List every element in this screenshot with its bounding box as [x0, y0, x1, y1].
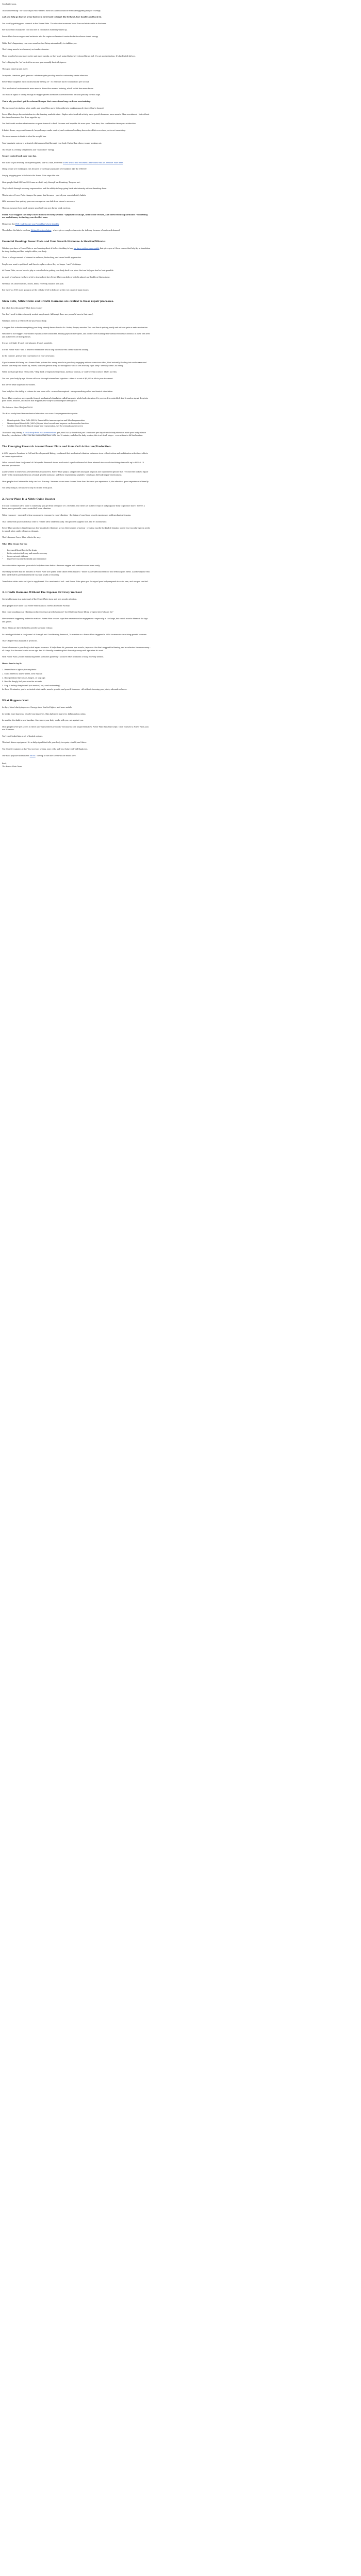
- body-paragraph: Fat tissue that usually sits cold and low in circulation suddenly wakes up.: [2, 29, 68, 31]
- greeting: Good Afternoon,: [2, 3, 17, 5]
- body-paragraph: The muscle signal is strong enough to trigger growth hormone and testosterone without pushing cortisol high.: [2, 94, 101, 96]
- body-paragraph: Most people think HRV and VO2 max are built only through hard training. They are not.: [2, 181, 80, 183]
- section-paragraph: Most people don't believe the body can heal this way - because no one ever showed them how. But once you experience it, the effect is a great experience is literally.: [2, 480, 149, 483]
- body-paragraph: Power Plate amplifies each contraction by driving 30 - 50 reflexive micro-contractions per second.: [2, 81, 90, 83]
- section-paragraph: When you move - especially when you move in response to rapid vibration - the lining of your blood vessels experiences mild mechanical tension.: [2, 514, 132, 516]
- section-paragraph: Whether you have a Power Plate or are learning about it before deciding to buy, we have written a new guide that gives you a 3-hour course that help lay a foundation for deep healing and fast weight within your body.: [2, 247, 151, 252]
- signature-line: The Power Plate Team: [2, 765, 22, 768]
- body-paragraph: Then you stand up and move.: [2, 67, 28, 70]
- section-paragraph: A trigger that activates everything your body already knows how to do - faster, deeper, smarter. This can then it quickly, easily and without pain or extra motivation.: [2, 326, 149, 329]
- numbered-item: 4. Breathe deeply, feel your muscles activate: [2, 681, 42, 683]
- body-paragraph: HRV measures how quickly your nervous system can shift from stress to recovery.: [2, 200, 75, 203]
- body-paragraph: Please see the PDF ready to give you PowerPlate's best benefits.: [2, 223, 60, 225]
- section-heading: 2. Power Plate Is A Nitric Oxide Booster: [2, 498, 55, 501]
- body-paragraph: That's deep muscle involvement, not surface tension.: [2, 48, 50, 51]
- signature: [2, 762, 356, 768]
- section-paragraph: You keep doing it, because it's easy to do and feels good.: [2, 487, 53, 489]
- body-paragraph: You get control back over your day.: [2, 155, 37, 158]
- intro-paragraphs: [2, 10, 356, 232]
- section-paragraph: In the comfort, privacy and convenience of your own home.: [2, 355, 55, 358]
- section-paragraph: This is not only theory. A 2024 study from NASA researchers (yes, that NASA) found that just 10 minutes per day of whole body vibration made your body release these key circulation. In fact this has studies that these cells, the 10 minute, and also the daily session, this is at its all stages - even without a ful load routine.: [2, 431, 146, 437]
- section: [2, 591, 356, 691]
- section-paragraph: That stress tells your endothelial cells to release nitric oxide instantly. This process happens fast, and it's measurable.: [2, 520, 107, 523]
- section-paragraph: That's higher than many HIIT protocols.: [2, 640, 38, 642]
- link-hrv-article[interactable]: a new article and recorded a new video with Dr. Stewart Marx here: [63, 161, 123, 164]
- section-paragraph: Our most popular model is the MOVE. The top of the line Series will be found here.: [2, 754, 76, 757]
- section-paragraph: We talk a lot about muscles, bones, brain, recovery, balance and pain.: [2, 282, 64, 285]
- section: [2, 446, 356, 483]
- section-paragraph: But here's what shapes in our bodies.: [2, 384, 36, 386]
- section-heading: Essential Reading: Power Plate and Your Growth Hormone Activation/Mitosis:: [2, 240, 106, 243]
- section-paragraph: That's because Power Plate effects the way:: [2, 536, 41, 539]
- body-paragraph: That mechanical work recruits more muscle fibers than normal training, which builds lean mass faster.: [2, 87, 94, 90]
- body-paragraph: The short answer is that it is ideal for weight loss.: [2, 135, 47, 138]
- section-paragraph: In days, blood clarity improves. Energy rises. You feel lighter and more mobile.: [2, 706, 73, 708]
- section-heading: The Emerging Research Around Power Plate and Stem Cell Activation/Production:: [2, 445, 111, 448]
- section-paragraph: At Power Plate, we are here to play a central role in getting your body back to a place that can help you heal as best possible.: [2, 269, 114, 272]
- section-paragraph: Other research from the Journal of Orthopedic Research shows mechanical signals delivered at these intervals increased circulating stem cells up to 80% at 10 minutes per session.: [2, 462, 144, 467]
- sections: [2, 241, 356, 757]
- bullet-item: • Increased blood flow to the brain: [7, 549, 150, 552]
- section-paragraph: Here's what's happening under the surface: Power Plate creates rapid fire neuromuscular engagement - especially in the large, fast twitch muscle fibers of the legs and glutes.: [2, 618, 148, 623]
- section-paragraph: It's not just light. It's not cold plunges. It's not a peptide.: [2, 342, 53, 345]
- section-paragraph: It's easy to assume nitric oxide is something you get from beet juice or L-citrulline. But these are indirect ways of nudging your body to produce more. There's a faster, more powerful route: controlled, laser vibration.: [2, 504, 145, 510]
- bullet-item: • Hematopoietic Stem Cells (HSCs) Essential for immune system and blood regeneration: [7, 419, 150, 422]
- section-paragraph: If you've never felt being on a Power Plate, picture this: every muscle in your body engaging without conscious effort, fluid naturally flooding into under-exercised tissues and every cell wakes up, renew, and new growth firing all throughout - and it sets working right away - literally Stem Cell Ready.: [2, 362, 147, 367]
- body-paragraph: While that's happening, your core muscles start firing automatically to stabilize you.: [2, 42, 77, 44]
- section-paragraph: Welcome to the trigger: your bodies repairs all the headaches, healing physical therapists, and doctors are building their advanced routines around. In their own lives and in the lives of their patients.: [2, 333, 150, 338]
- section-paragraph: In a study published in the Journal of Strength and Conditioning Research, 10 minutes on a Power Plate triggered a 361% increase in circulating growth hormone.: [2, 633, 147, 636]
- bullet-list: [2, 419, 356, 428]
- bold-line: Here's how to try it:: [2, 662, 22, 665]
- section: [2, 241, 356, 292]
- section-heading: What Happens Next: [2, 699, 29, 702]
- bullet-item: • Lower arterial stiffness: [7, 555, 150, 558]
- bullet-item: • Improved vascular flexibility and endurance: [7, 558, 150, 561]
- body-paragraph: You finish with another short session on your stomach to flush the area and keep the fat zone open. Over time, this combination trims your midsection.: [2, 123, 137, 125]
- body-paragraph: Do squats, thrusters, push presses - whatever gets your big muscles contracting under vibration.: [2, 74, 89, 77]
- link-new-guide[interactable]: we have written a new guide: [73, 247, 100, 249]
- body-paragraph: They're built through recovery, regeneration, and the ability to keep going back into intensity without breaking down.: [2, 188, 107, 190]
- section: [2, 581, 356, 584]
- section-paragraph: People now want to get fixed, and then to a place where they no longer "can't" do things.: [2, 263, 81, 265]
- body-paragraph: You're flipping the "on" switch for an area you normally basically ignore.: [2, 61, 67, 64]
- bullet-list: [2, 549, 356, 561]
- section-paragraph: It's the Power Plate - and it delivers treatments which help vibration with cardio-induced healing.: [2, 348, 89, 351]
- section-paragraph: How could standing on a vibrating surface increase growth hormone? Isn't that what heavy lifting or sprint intervals are for?: [2, 611, 113, 614]
- body-paragraph: This can measure how much oxygen your body can use during peak exertion.: [2, 207, 71, 209]
- body-paragraph: Power Plate keeps the metabolism in a fat-burning, anabolic state - higher mitochondrial activity, more growth hormone, more muscle fiber recruitment - but without the stress hormones that drive appetite up.: [2, 113, 150, 118]
- body-paragraph: Power Plate forces oxygen and nutrients into the region and makes it easier for fat to release stored energy.: [2, 35, 99, 38]
- body-paragraph: And also help go lose fat areas that seem to be hard to target like belly fat, love handles and back fat.: [2, 16, 102, 19]
- section-paragraph: These fibers are directly tied to growth hormone release.: [2, 627, 53, 630]
- section-heading: Stem Cells, Nitric Oxide and Growth Hormone are central to these repair processes.: [2, 300, 114, 303]
- section-paragraph: The Nasa study found the mechanical vibration can cause 3-key regenerative agents:: [2, 413, 78, 415]
- section: [2, 300, 356, 394]
- body-paragraph: The increased circulation, nitric oxide, and blood flow move fatty acids into working muscle where they're burned.: [2, 107, 104, 109]
- link-sitting-ketosis[interactable]: Sitting Ketosis solution: [30, 229, 52, 232]
- numbered-item: 1. Power Plate is lighter, for amplitude: [2, 669, 37, 671]
- body-paragraph: Many people are working on this because of the huge popularity of wearables like the WHOOP.: [2, 168, 87, 171]
- link-nasa-study[interactable]: A 2024 study from NASA researchers: [23, 431, 56, 434]
- signature-line: Best,: [2, 762, 7, 765]
- section-paragraph: In weeks, tone sharpens. Muscle tone improves. Skin tightness improves. Inflammation calms.: [2, 713, 86, 715]
- bullet-item: • Satellite Muscle Cells Muscle repair and regeneration, key for strength and recovery: [7, 425, 150, 428]
- body-paragraph: That's why you don't get the rebound hunger that comes from long cardio or overtraining.: [2, 100, 91, 103]
- section-paragraph: Growth hormone is your body's dual repair hormone. It helps burn fat, preserve lean muscle, improves the skin's support for firming, and accelerates tissue recovery - all things that become harder as we age. And it's literally something that doesn't go away with age when it's used.: [2, 646, 151, 652]
- section-paragraph: In months, You build a new baseline. One where your body works with you, not against you.: [2, 719, 84, 722]
- section-paragraph: With Power Plate, you're stimulating these hormones passively - no more effort workouts or long recovery needed.: [2, 656, 104, 658]
- section-paragraph: Power Plate produces high frequency, low-amplitude vibrations across three planes of motion - creating exactly the kind of stimulus stress your vascular system needs to unlock nitric oxide release on demand.: [2, 527, 151, 532]
- section: [2, 487, 356, 490]
- link-move-model[interactable]: MOVE: [29, 754, 36, 757]
- section-paragraph: And it's sense to learn who activated from lean movers, Power Plate plays a unique role among all physical and supplement options that I've used the body to repair itself - with exceptional attention of mind, growth hormone, and those regenerating peptides - creating a full-body repair environment.: [2, 471, 149, 476]
- body-paragraph: Those muscles become more active and more insulin, so they start using that newly-released fat as fuel. It's not spot reduction. It's facilitated fat loss.: [2, 55, 136, 57]
- section-paragraph: Growth Hormone is a major part of the Power Plate story, and gets people attention.: [2, 598, 77, 601]
- section-heading: 3. Growth Hormone Without The Expense Or Crazy Workout: [2, 591, 82, 595]
- section-paragraph: But what does this mean? What does you do?: [2, 307, 42, 309]
- body-paragraph: For those of you working on improving HRV and Vo2 max, we wrote a new article and recorded a new video with Dr. Stewart Marx here.: [2, 161, 124, 164]
- section-paragraph: When most people hear "stem cells," they think of expensive injections, medical tourism, or controversial science. That's not this.: [2, 371, 118, 374]
- section-paragraph: Translation: nitric oxide isn't just a supplement. It's a mechanical tool - and Power Plate gives you the signal your body responds to on its own, and one you can feel.: [2, 580, 149, 583]
- section-paragraph: Power Plate creates a very specific form of mechanical stimulation called harmonic whole body vibration. It's precise, It's controlled. And it sends a signal deep into your bones, muscles, and fascia that triggers your body's natural repair intelligence.: [2, 397, 148, 402]
- section: [2, 498, 356, 577]
- section-paragraph: You're not locked into a set of limited options.: [2, 735, 43, 737]
- section-paragraph: The Science: Here This Just 100%!: [2, 406, 33, 409]
- body-paragraph: It builds dense, oxygen-rich muscle, keeps hunger under control, and continues breaking down stored fat even when you're not exercising.: [2, 129, 126, 131]
- section-paragraph: There is a huge amount of interest in wellness, biohacking, and cause health approaches.: [2, 257, 82, 259]
- bullet-item: • Better nutrient delivery and muscle recovery: [7, 552, 150, 555]
- body-paragraph: Power Plate triggers the body's three hidden recovery systems - lymphatic drainage, nitric oxide release, and stress-reducing hormones - something our evolutionary technology can do all at once.: [2, 213, 148, 219]
- body-paragraph: This is where Power Plate changes the game. And because - part of your essential daily habits.: [2, 194, 87, 196]
- bullet-item: • Mesenchymal Stem Cells (MSCs) Repair blood vessels and improve cardiovascular function: [7, 422, 150, 426]
- section-paragraph: But there's a TON more going on at the cellular level to help get at the root cause of many issues.: [2, 289, 89, 292]
- section-paragraph: Once circulation improves your whole body functions better - because oxygen and nutrients move more easily.: [2, 564, 101, 567]
- body-paragraph: You start by putting your stomach in the Power Plate. The vibration increases blood flow and nitric oxide in that area.: [2, 22, 107, 25]
- section: [2, 397, 356, 437]
- numbered-item: 3. Hold positions like squats, lunges, or step ups: [2, 676, 45, 679]
- body-paragraph: Your lymphatic system is activated which moves fluid through your body. Faster than when you are working out.: [2, 142, 102, 145]
- numbered-item: 5. Stop if feeling dizzy/unwell (not needed, but, used moderately): [2, 684, 60, 687]
- section-paragraph: What you need is a TRIGGER for your whole body.: [2, 319, 47, 322]
- section-paragraph: You see, your body by age 30 now cells can through internal and injection - often at a cost of $5,000 in lab-to your treatment.: [2, 377, 113, 380]
- bold-line: What This Means For You: [2, 543, 27, 545]
- body-paragraph: This is interesting - for those of you who want to burn fat and build muscle without triggering hunger cravings.: [2, 9, 101, 12]
- section-paragraph: As most of you know, we have a lot to teach about how Power Plate can help or help fix almost any health or fitness issue.: [2, 276, 110, 278]
- section-paragraph: Your body has the ability to release its own stem cells - no needles required - using something called mechanical stimulation.: [2, 391, 113, 393]
- section-paragraph: You don't need to take extremely needed supplement. (Although there are powerful ones in that case.): [2, 313, 93, 316]
- body-paragraph: Simply plugging your Mobile into the Power Plate stops the sets.: [2, 175, 60, 177]
- section-paragraph: Try it for five minutes a day. Your nervous system, your cells, and your future self will thank you.: [2, 748, 88, 751]
- section-paragraph: A 2014 paper in Frontiers In Cell and Developmental Biology confirmed that mechanical vibration enhances stem cell activation and mobilization with direct effects on tissue regeneration.: [2, 452, 149, 457]
- section-paragraph: In these 10 minutes, you've activated nitric oxide, muscle growth, and growth hormone - all without stressing your joints, adrenals or knees.: [2, 688, 127, 691]
- section-paragraph: Most people never get access to these anti-regenerative protocols - because no one taught them how. Power Plate flips that script. Once you have a Power Plate, you use it forever.: [2, 725, 149, 731]
- section-paragraph: One study showed that 10 minutes of Power Plate use spiked nitric oxide levels equal to - faster than traditional exercise and without joint stress. And for anyone who feels hard stuff to protect untreated vascular health or recovery.: [2, 571, 150, 577]
- link-pdf-link[interactable]: PDF ready to give you PowerPlate's best benefits: [15, 223, 59, 225]
- section: [2, 700, 356, 757]
- section-paragraph: Most people don't know that Power Plate is also a Growth Hormone Factory.: [2, 604, 70, 607]
- body-paragraph: The result is a feeling of lightness and "unblocked" energy.: [2, 148, 55, 151]
- numbered-item: 2. Stand barefoot, and/or knees, slow rhythm: [2, 672, 42, 675]
- section-paragraph: This isn't fitness equipment. It's a daily signal that tells your body to repair, rebuild, and thrive.: [2, 741, 87, 744]
- body-paragraph: Then follow the link to read our Sitting Ketosis solution - where give a couple extra notes for delivery, because of continued demand.: [2, 229, 120, 232]
